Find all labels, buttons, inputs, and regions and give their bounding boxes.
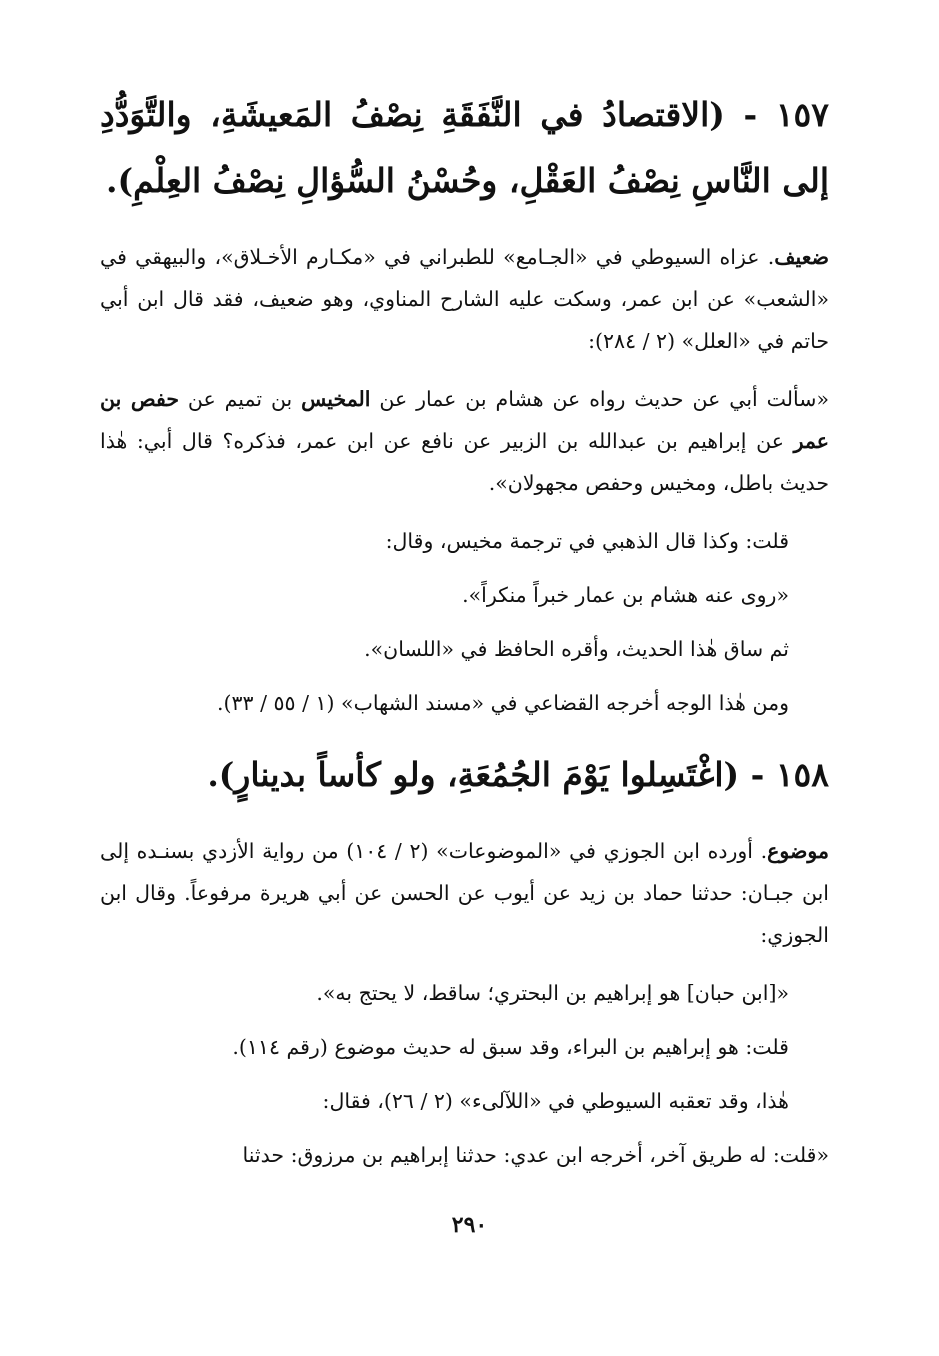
paragraph-suyuti: هٰذا، وقد تعقبه السيوطي في «اللآلىء» (٢ / ٢٦)، فقال: <box>322 1089 789 1113</box>
quote-part-1: «سألت أبي عن حديث رواه عن هشام بن عمار عن <box>370 387 829 411</box>
quote-ibn-adi: «قلت: له طريق آخر، أخرجه ابن عدي: حدثنا إبراهيم بن مرزوق: حدثنا <box>242 1143 829 1167</box>
paragraph-dhahabi: قلت: وكذا قال الذهبي في ترجمة مخيس، وقال: <box>385 529 789 553</box>
narrator-hafs-bin-umar: حفص بن عمر <box>100 387 829 453</box>
hadith-158-dash: - <box>739 755 776 794</box>
hadith-158-heading <box>100 742 829 808</box>
grading-text-157: . عزاه السيوطي في «الجـامع» للطبراني في «مكـارم الأخـلاق»، والبيهقي في «الشعب» عن ابن عمر، وسكت عليه الشارح المناوي، وهو ضعيف، فقد قال ابن أبي حاتم في «العلل» (٢ / ٢٨٤): <box>100 245 829 353</box>
hadith-158-text: (اغْتَسِلوا يَوْمَ الجُمُعَةِ، ولو كأساً بدينارٍ). <box>207 755 740 794</box>
quote-ibn-hibban: «[ابن حبان] هو إبراهيم بن البحتري؛ ساقط، لا يحتج به». <box>316 981 789 1005</box>
quote-ibn-abi-hatim <box>100 378 829 504</box>
hadith-157-number: ١٥٧ <box>775 95 829 134</box>
quote-part-2: بن تميم عن <box>179 387 302 411</box>
grade-label-weak: ضعيف <box>774 245 829 269</box>
hadith-157-heading <box>100 82 829 214</box>
grading-text-158: . أورده ابن الجوزي في «الموضوعات» (٢ / ١٠٤) من رواية الأزدي بسنـده إلى ابن جبـان: حدثنا حماد بن زيد عن أيوب عن الحسن عن أبي هريرة مرفوعاً. وقال ابن الجوزي: <box>100 839 829 947</box>
narrator-mukhayyis: المخيس <box>301 387 371 411</box>
grading-paragraph-157 <box>100 236 829 362</box>
quote-hisham: «روى عنه هشام بن عمار خبراً منكراً». <box>462 583 789 607</box>
hadith-158-number: ١٥٨ <box>775 755 829 794</box>
grade-label-fabricated: موضوع <box>767 839 829 863</box>
hadith-157-text: (الاقتصادُ في النَّفَقَةِ نِصْفُ المَعيشَةِ، والتَّوَدُّدِ إلى النَّاسِ نِصْفُ العَقْلِ، وحُسْنُ السُّؤالِ نِصْفُ العِلْمِ). <box>100 95 829 200</box>
page-number: ٢٩٠ <box>451 1212 488 1238</box>
paragraph-qudai: ومن هٰذا الوجه أخرجه القضاعي في «مسند الشهاب» (١ / ٥٥ / ٣٣). <box>217 691 789 715</box>
grading-paragraph-158 <box>100 830 829 956</box>
paragraph-ibrahim-bin-bara: قلت: هو إبراهيم بن البراء، وقد سبق له حديث موضوع (رقم ١١٤). <box>232 1035 789 1059</box>
quote-part-3: عن إبراهيم بن عبدالله بن الزبير عن نافع عن ابن عمر، فذكره؟ قال أبي: هٰذا حديث باطل، ومخيس وحفص مجهولان». <box>100 429 829 495</box>
paragraph-lisan: ثم ساق هٰذا الحديث، وأقره الحافظ في «اللسان». <box>364 637 789 661</box>
hadith-157-dash: - <box>724 95 776 134</box>
